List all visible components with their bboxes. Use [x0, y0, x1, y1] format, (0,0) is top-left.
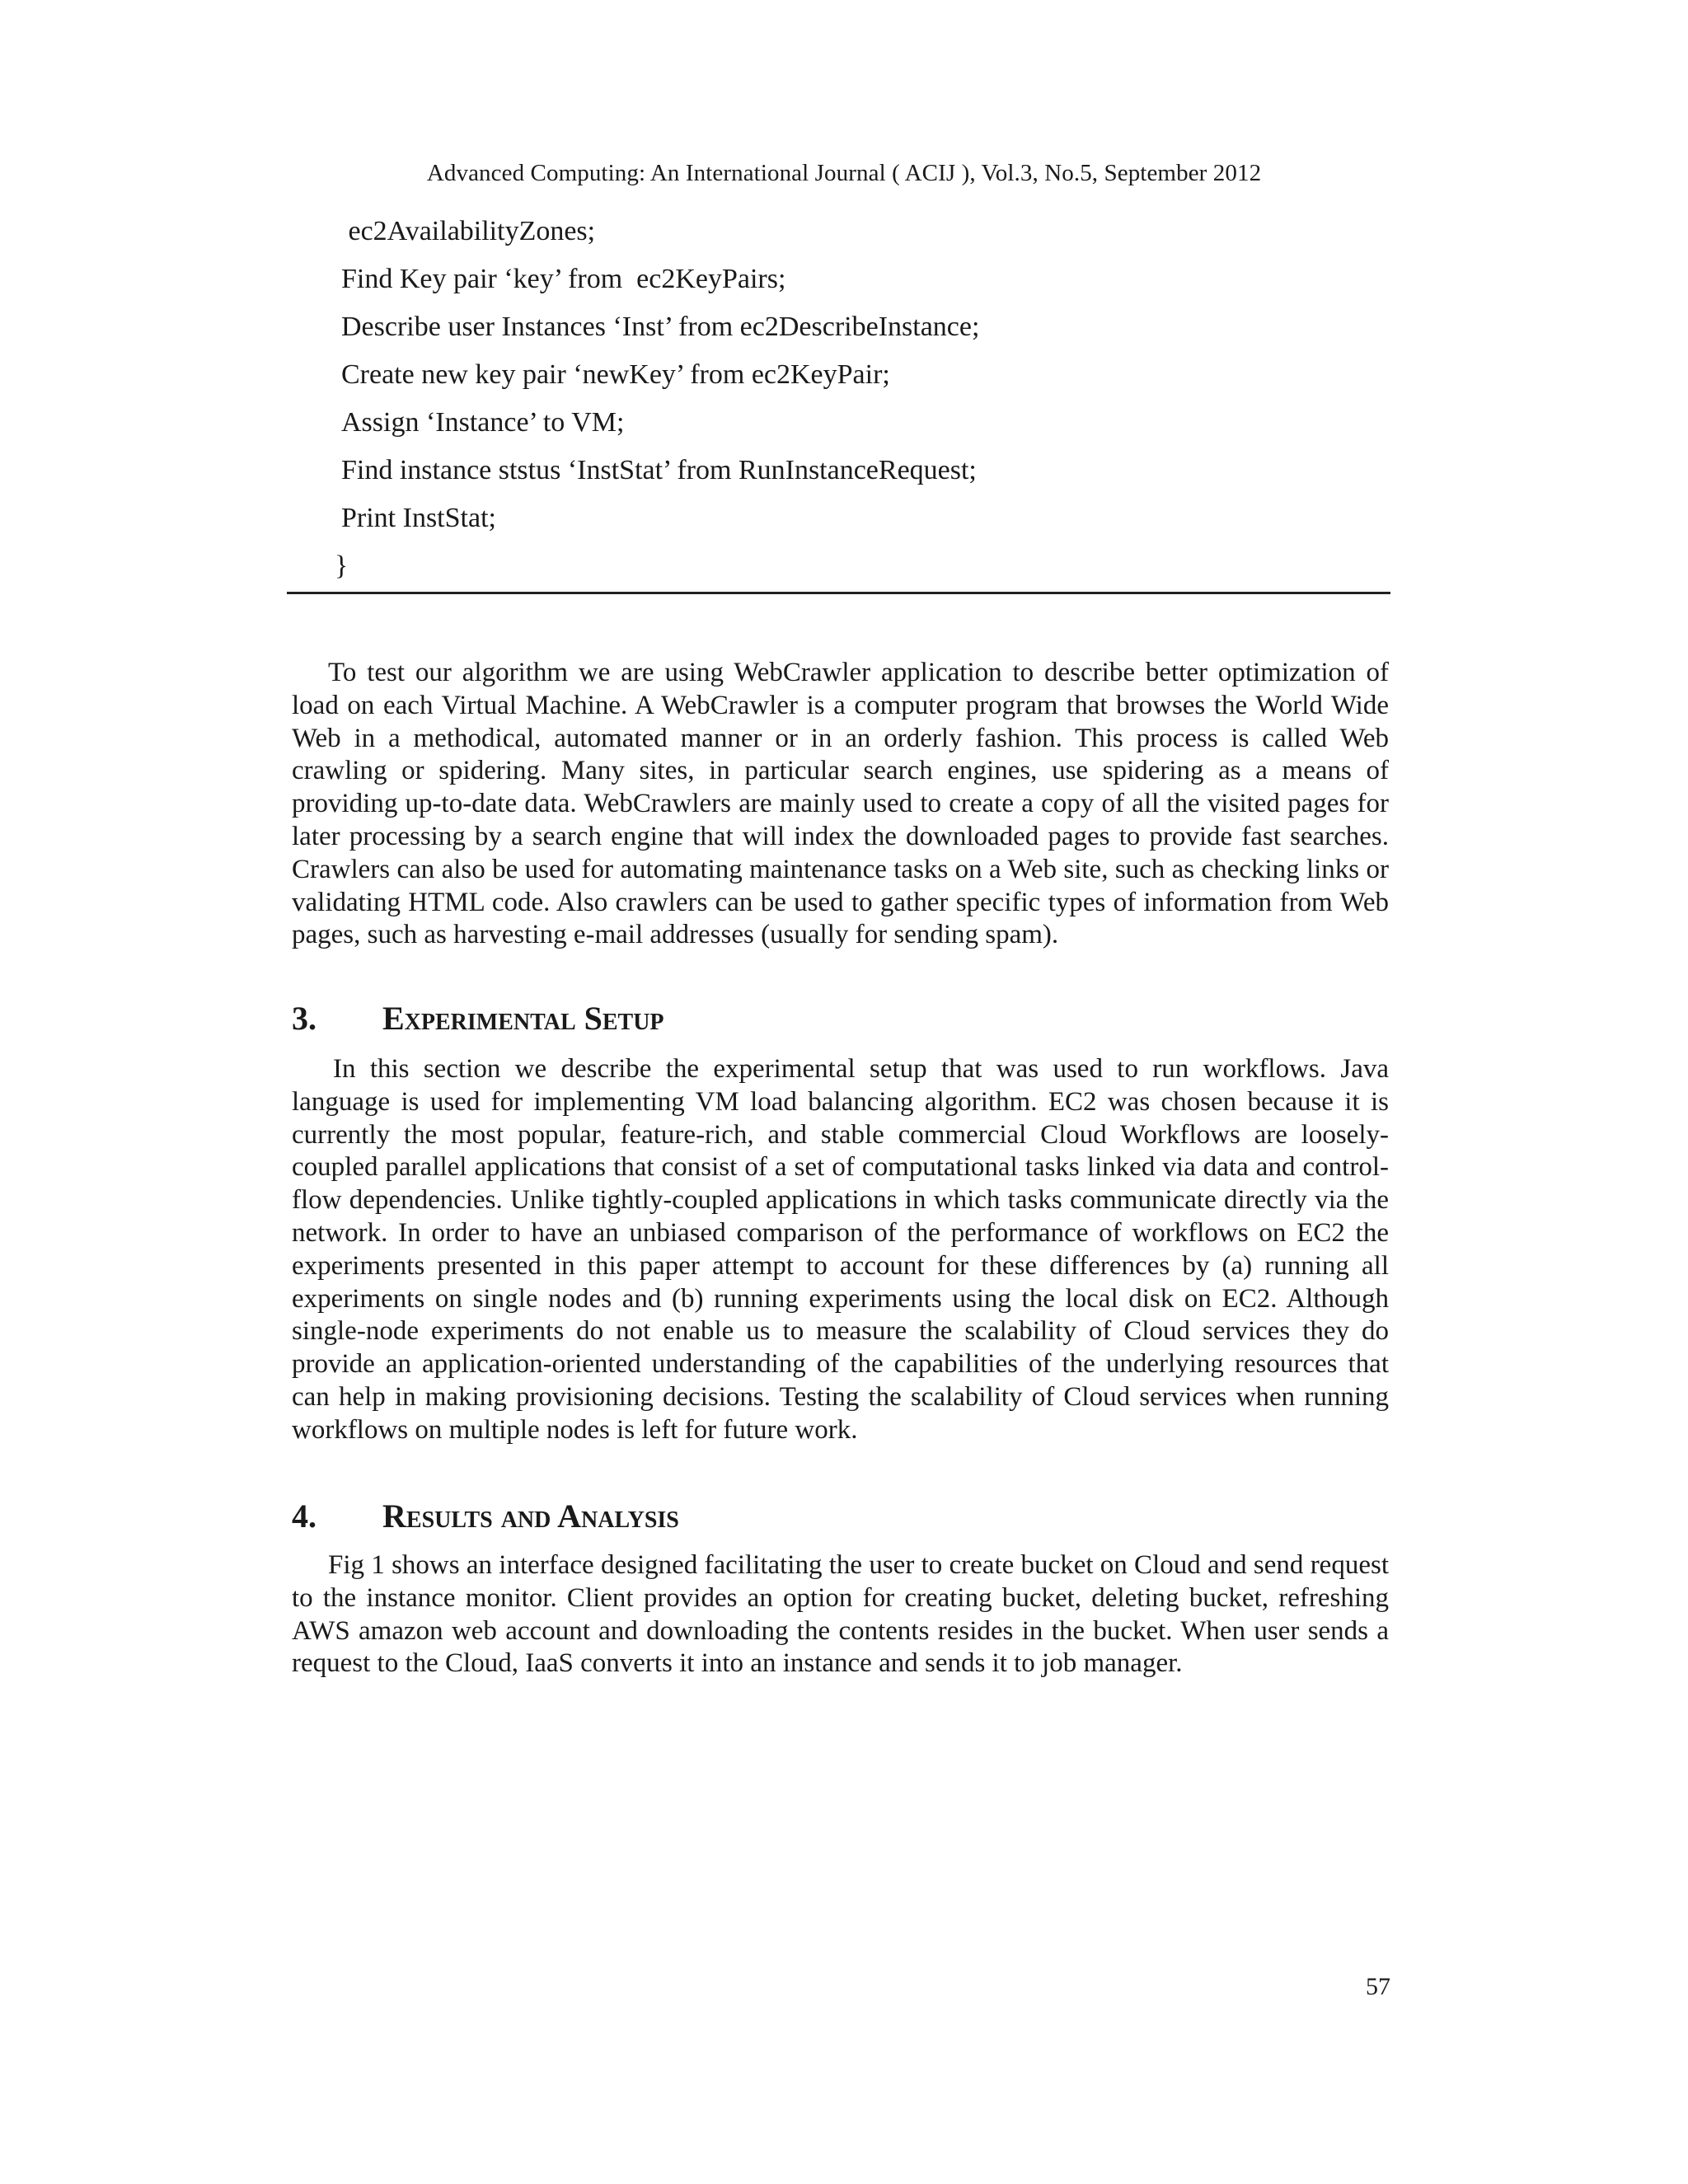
section-3-title: Experimental Setup: [382, 1000, 664, 1037]
code-line: Find Key pair ‘key’ from ec2KeyPairs;: [341, 264, 786, 294]
code-line: Describe user Instances ‘Inst’ from ec2DescribeInstance;: [341, 312, 980, 342]
code-line: Print InstStat;: [341, 503, 496, 533]
paragraph-results: Fig 1 shows an interface designed facilitating the user to create bucket on Cloud and send request to the instance monitor. Client provides an option for creating bucket, deleting bucket, refreshing AWS amazon web account and downloading the contents resides in the bucket. When user sends a request to the Cloud, IaaS converts it into an instance and sends it to job manager.: [292, 1550, 1389, 1679]
code-line: Find instance ststus ‘InstStat’ from RunInstanceRequest;: [341, 455, 977, 485]
algorithm-bottom-rule: [287, 592, 1390, 594]
section-4-title: Results and Analysis: [382, 1497, 679, 1535]
section-4-heading: [292, 1497, 679, 1535]
section-4-number: 4.: [292, 1497, 316, 1535]
paragraph-webcrawler: To test our algorithm we are using WebCrawler application to describe better optimization of load on each Virtual Machine. A WebCrawler is a computer program that browses the World Wide Web in a methodical, automated manner or in an orderly fashion. This process is called Web crawling or spidering. Many sites, in particular search engines, use spidering as a means of providing up-to-date data. WebCrawlers are mainly used to create a copy of all the visited pages for later processing by a search engine that will index the downloaded pages to provide fast searches. Crawlers can also be used for automating maintenance tasks on a Web site, such as checking links or validating HTML code. Also crawlers can be used to gather specific types of information from Web pages, such as harvesting e-mail addresses (usually for sending spam).: [292, 658, 1389, 950]
section-3-heading: [292, 999, 664, 1038]
paragraph-experimental-setup: In this section we describe the experimental setup that was used to run workflows. Java language is used for implementing VM load balancing algorithm. EC2 was chosen because it is currently the most popular, feature-rich, and stable commercial Cloud Workflows are loosely-coupled parallel applications that consist of a set of computational tasks linked via data and control-flow dependencies. Unlike tightly-coupled applications in which tasks communicate directly via the network. In order to have an unbiased comparison of the performance of workflows on EC2 the experiments presented in this paper attempt to account for these differences by (a) running all experiments on single nodes and (b) running experiments using the local disk on EC2. Although single-node experiments do not enable us to measure the scalability of Cloud services they do provide an application-oriented understanding of the capabilities of the underlying resources that can help in making provisioning decisions. Testing the scalability of Cloud services when running workflows on multiple nodes is left for future work.: [292, 1054, 1389, 1445]
code-line: Assign ‘Instance’ to VM;: [341, 407, 625, 438]
code-line: ec2AvailabilityZones;: [341, 216, 596, 246]
code-line: Create new key pair ‘newKey’ from ec2KeyPair;: [341, 359, 890, 390]
section-3-number: 3.: [292, 1000, 316, 1037]
page-number: 57: [1366, 1973, 1390, 2000]
running-header: Advanced Computing: An International Journal ( ACIJ ), Vol.3, No.5, September 2012: [426, 160, 1262, 186]
code-line: }: [335, 551, 349, 581]
